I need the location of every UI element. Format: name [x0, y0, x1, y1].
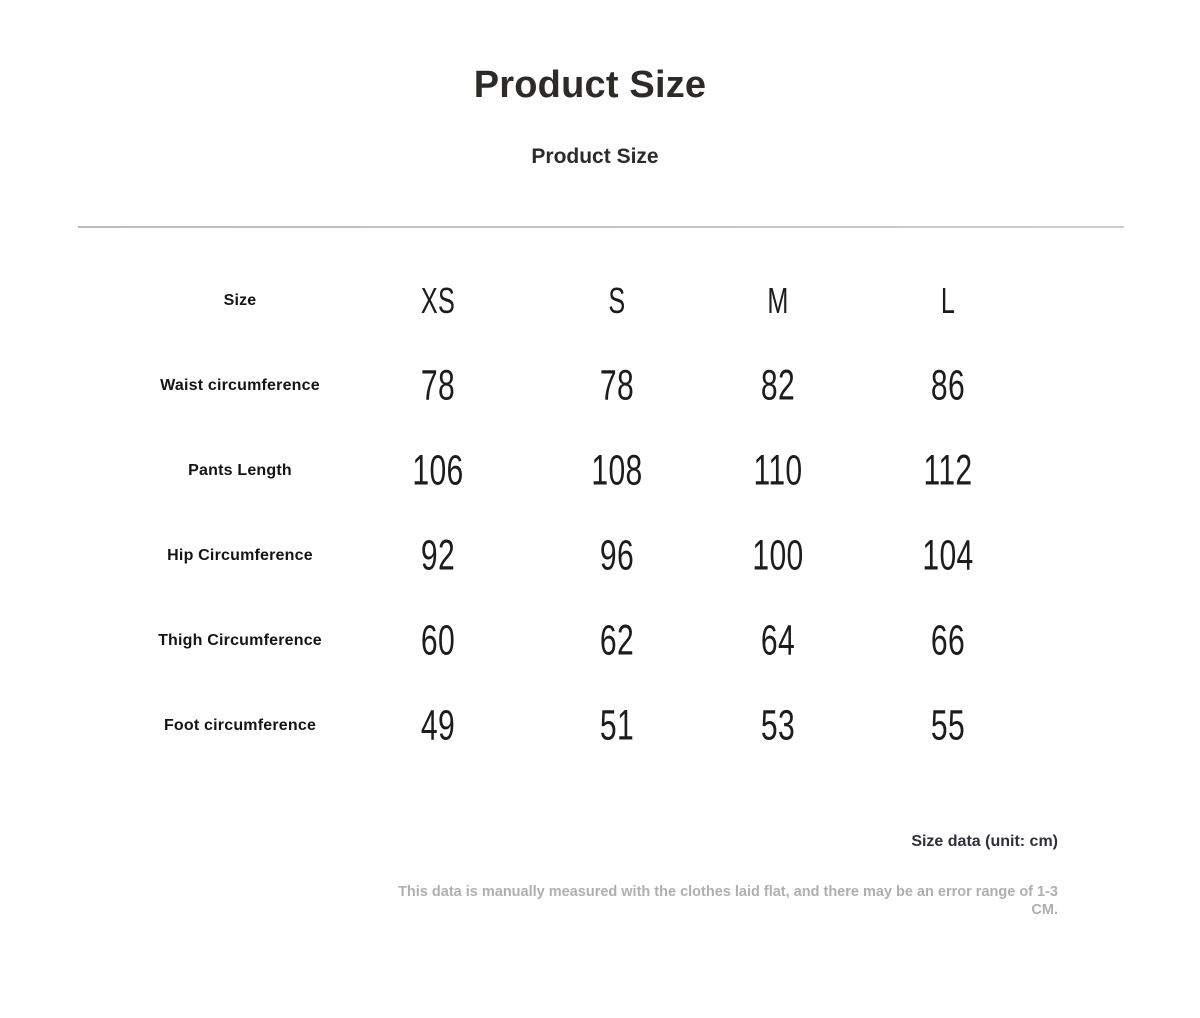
column-header-label: XS	[420, 279, 456, 321]
size-value: 92	[420, 531, 456, 579]
size-table	[0, 258, 1200, 768]
row-label: Waist circumference	[160, 376, 320, 394]
row-label-cell	[164, 717, 316, 735]
row-label-cell	[188, 462, 292, 480]
page-title: Product Size	[473, 64, 707, 106]
value-cell	[754, 616, 803, 665]
size-value: 112	[923, 446, 973, 494]
size-header-label: Size	[223, 291, 257, 309]
size-value: 66	[930, 616, 966, 664]
size-value: 55	[930, 701, 966, 749]
value-cell	[593, 616, 642, 665]
table-row	[0, 683, 1200, 768]
disclaimer	[238, 883, 1058, 919]
value-cell	[754, 701, 803, 750]
value-cell	[743, 446, 813, 495]
size-value: 49	[420, 701, 456, 749]
size-value: 78	[599, 361, 635, 409]
table-row	[0, 598, 1200, 683]
value-cell	[593, 361, 642, 410]
size-value: 64	[760, 616, 796, 664]
page-subtitle: Product Size	[531, 145, 659, 168]
row-label: Thigh Circumference	[158, 631, 322, 649]
column-header-label: M	[767, 279, 789, 321]
size-value: 86	[930, 361, 966, 409]
size-value: 96	[599, 531, 635, 579]
unit-note: Size data (unit: cm)	[911, 833, 1058, 850]
column-header-l	[938, 280, 959, 322]
value-cell	[414, 361, 463, 410]
value-cell	[911, 531, 984, 580]
table-row	[0, 428, 1200, 513]
size-value: 108	[591, 446, 643, 494]
value-cell	[913, 446, 983, 495]
size-value: 82	[760, 361, 796, 409]
row-label-cell	[167, 547, 313, 565]
value-cell	[414, 531, 463, 580]
size-value: 106	[412, 446, 464, 494]
value-cell	[414, 701, 463, 750]
size-value: 78	[420, 361, 456, 409]
column-header-s	[605, 280, 630, 322]
row-label: Foot circumference	[163, 716, 317, 734]
table-header-row	[0, 258, 1200, 343]
disclaimer-line: CM.	[1031, 902, 1058, 918]
value-cell	[593, 701, 642, 750]
size-value: 60	[420, 616, 456, 664]
value-cell	[754, 361, 803, 410]
column-header-xs	[413, 280, 462, 322]
table-row	[0, 343, 1200, 428]
value-cell	[924, 616, 973, 665]
value-cell	[593, 531, 642, 580]
size-value: 110	[753, 446, 803, 494]
row-label: Hip Circumference	[167, 546, 313, 564]
size-value: 53	[760, 701, 796, 749]
value-cell	[414, 616, 463, 665]
divider	[78, 226, 1124, 228]
size-header-label-cell	[224, 292, 257, 310]
value-cell	[580, 446, 653, 495]
column-header-label: S	[608, 279, 626, 321]
size-value: 62	[599, 616, 635, 664]
column-header-label: L	[940, 279, 956, 321]
value-cell	[741, 531, 814, 580]
row-label-cell	[158, 632, 322, 650]
disclaimer-line: This data is manually measured with the clothes laid flat, and there may be an error range of 1-3	[398, 884, 1058, 900]
size-value: 100	[752, 531, 804, 579]
column-header-m	[763, 280, 794, 322]
row-label-cell	[160, 377, 320, 395]
size-value: 51	[599, 701, 635, 749]
table-row	[0, 513, 1200, 598]
value-cell	[924, 361, 973, 410]
size-value: 104	[922, 531, 974, 579]
value-cell	[924, 701, 973, 750]
value-cell	[401, 446, 474, 495]
row-label: Pants Length	[188, 461, 292, 479]
